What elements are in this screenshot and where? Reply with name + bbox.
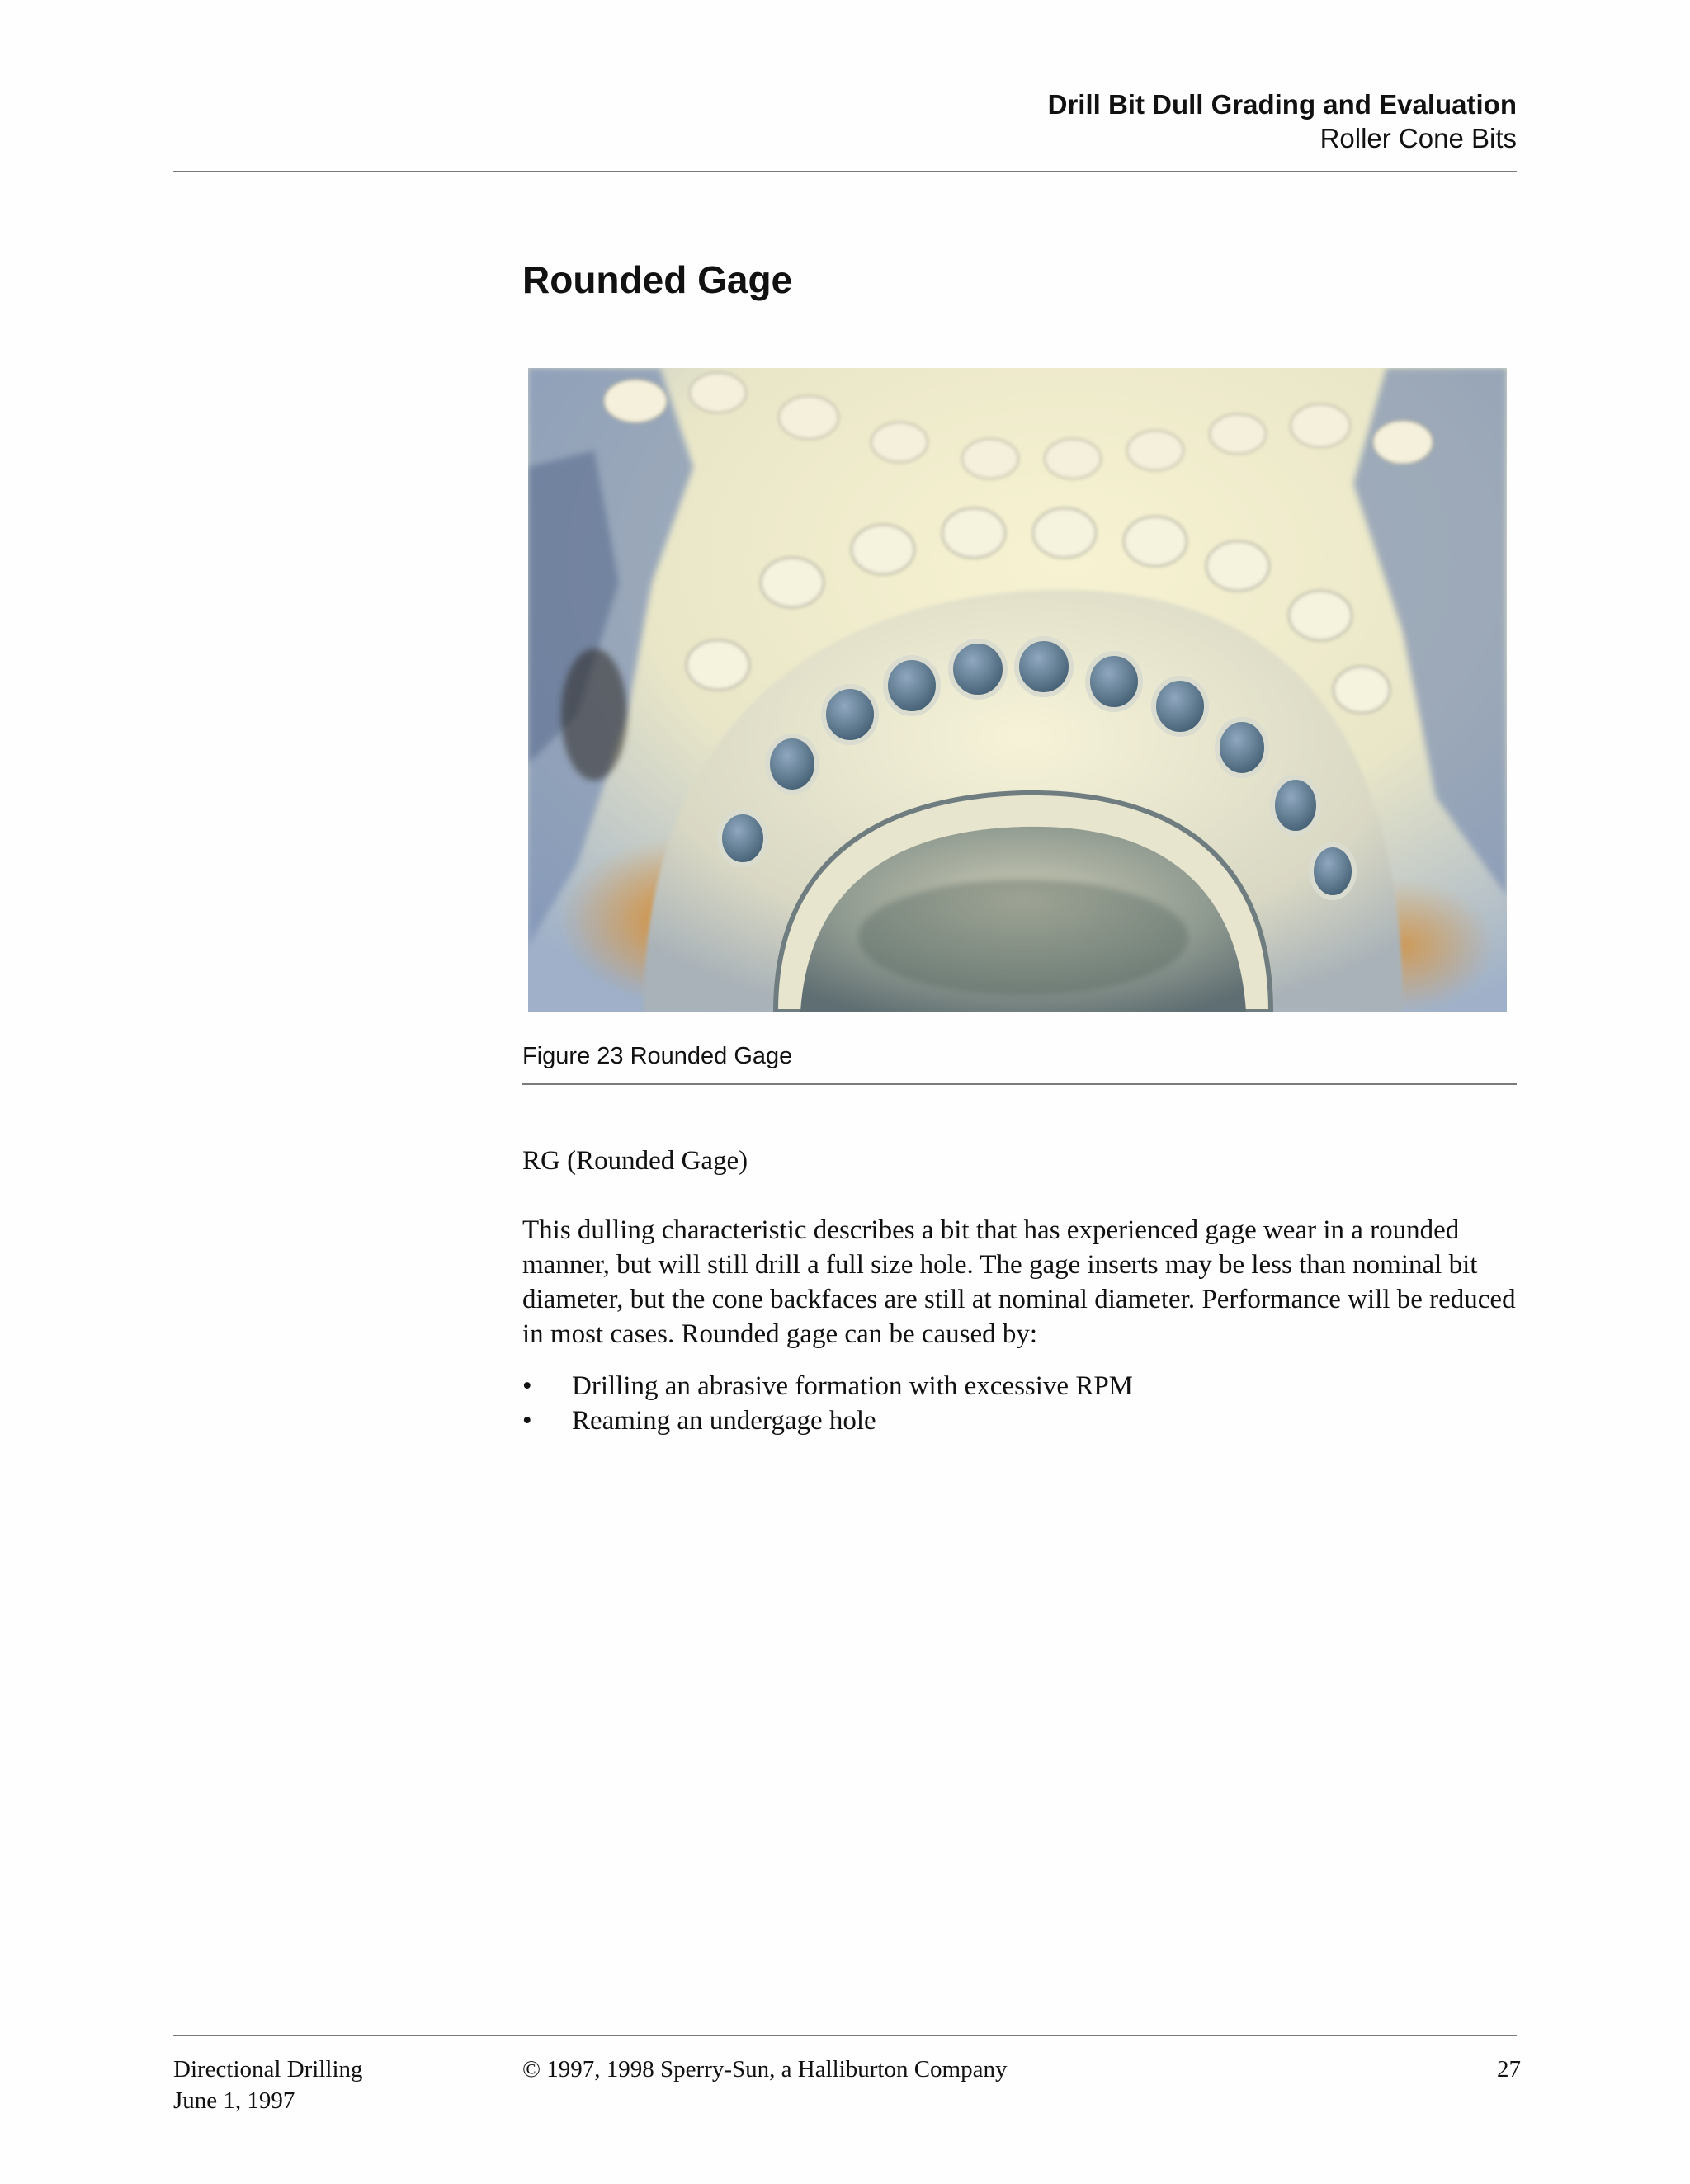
bullet-marker: •: [522, 1371, 532, 1401]
caption-rule: [522, 1083, 1517, 1085]
section-title: Rounded Gage: [522, 258, 793, 301]
body-paragraph: This dulling characteristic describes a bit that has experienced gage wear in a rounded manner, but will still drill a full size hole. The gage inserts may be less than nominal bit diameter, but the cone backfaces are still at nominal diameter. Performance will be reduced in most cases. Rounded gage can be caused by:: [522, 1215, 1516, 1349]
list-item: [522, 1403, 1518, 1438]
list-item: [522, 1369, 1518, 1403]
running-header-subtitle: Roller Cone Bits: [1319, 123, 1517, 153]
term-heading: RG (Rounded Gage): [522, 1146, 748, 1176]
footer-copyright: © 1997, 1998 Sperry-Sun, a Halliburton Company: [522, 2056, 1008, 2083]
list-item-text: Drilling an abrasive formation with excessive RPM: [572, 1371, 1134, 1401]
list-item-text: Reaming an undergage hole: [572, 1406, 876, 1436]
bullet-marker: •: [522, 1406, 532, 1436]
footer-doc-name: Directional Drilling: [173, 2056, 363, 2083]
cause-list: [522, 1369, 1518, 1438]
footer-date: June 1, 1997: [173, 2087, 295, 2114]
running-header-title: Drill Bit Dull Grading and Evaluation: [1047, 89, 1517, 120]
page-number: 27: [1497, 2056, 1521, 2083]
rounded-gage-photo: [528, 368, 1507, 1012]
footer-rule: [173, 2035, 1517, 2036]
figure-caption: Figure 23 Rounded Gage: [522, 1043, 793, 1069]
header-rule: [173, 171, 1517, 172]
